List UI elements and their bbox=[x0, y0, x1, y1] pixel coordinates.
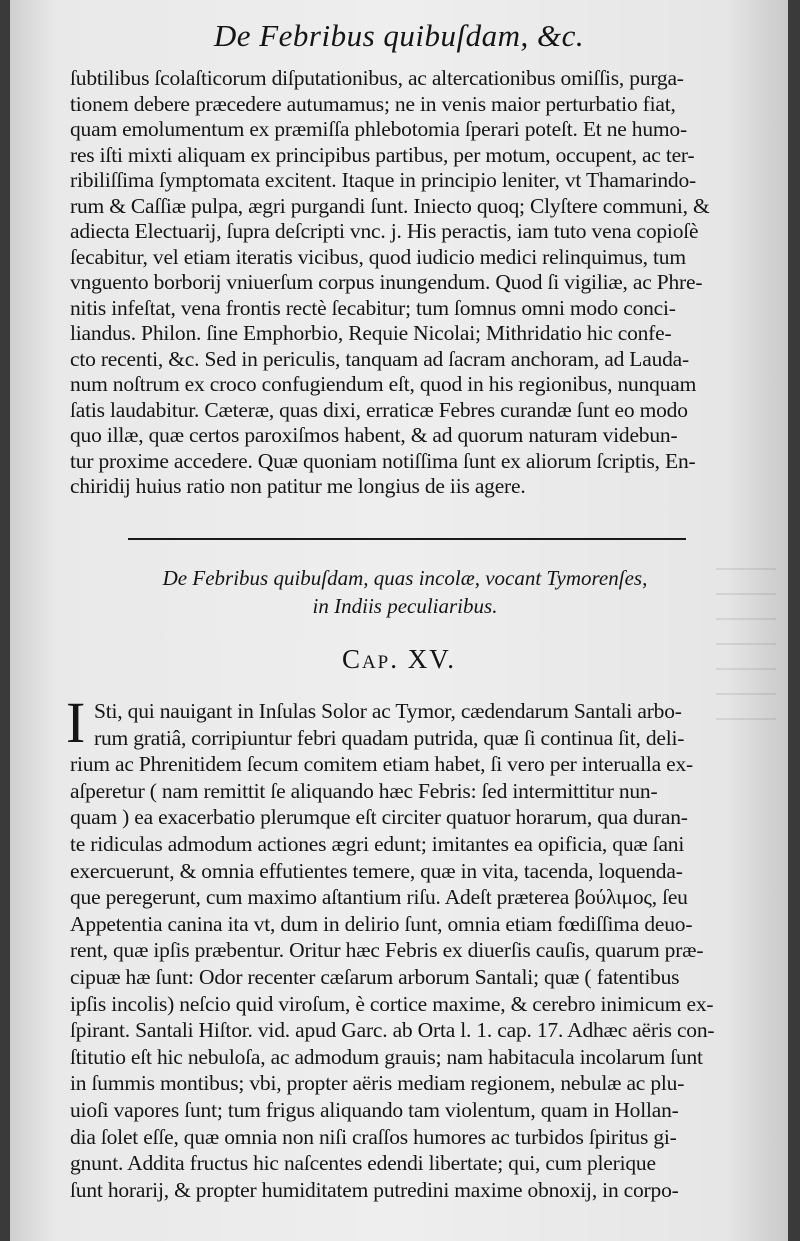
text-line: ſunt horarij, & propter humiditatem putredini maxime obnoxij, in corpo- bbox=[70, 1177, 679, 1202]
continued-text-block bbox=[70, 66, 748, 500]
text-line: rium ac Phrenitidem ſecum comitem etiam habet, ſi vero per interualla ex- bbox=[70, 752, 693, 777]
text-line: adiecta Electuarij, ſupra deſcripti vnc. j. His peractis, iam tuto vena copioſè bbox=[70, 219, 699, 243]
text-line: dia ſolet eſſe, quæ omnia non niſi craſſos humores ac turbidos ſpiritus gi- bbox=[70, 1124, 677, 1149]
text-line: cipuæ hæ ſunt: Odor recenter cæſarum arborum Santali; quæ ( fatentibus bbox=[70, 964, 680, 989]
section-title bbox=[120, 564, 690, 620]
book-page bbox=[10, 0, 788, 1241]
text-line: exercuerunt, & omnia effutientes temere, quæ in vita, tacenda, loquenda- bbox=[70, 858, 683, 883]
text-line: ſatis laudabitur. Cæteræ, quas dixi, erraticæ Febres curandæ ſunt eo modo bbox=[70, 397, 688, 422]
text-line: nitis infeſtat, vena frontis rectè ſecabitur; tum ſomnus omni modo conci- bbox=[70, 295, 676, 320]
text-line: aſperetur ( nam remittit ſe aliquando hæc Febris: ſed intermittitur nun- bbox=[70, 778, 658, 803]
show-through-bleed bbox=[716, 560, 776, 720]
text-line: rum & Caſſiæ pulpa, ægri purgandi ſunt. Iniecto quoq; Clyſtere communi, & bbox=[70, 193, 710, 218]
text-line: num noſtrum ex croco confugiendum eſt, quod in his regionibus, nunquam bbox=[70, 372, 697, 396]
text-line: tur proxime accedere. Quæ quoniam notiſſima ſunt ex aliorum ſcriptis, En- bbox=[70, 448, 696, 473]
section-divider bbox=[128, 538, 686, 540]
section-title-line-2: in Indiis peculiaribus. bbox=[312, 594, 498, 618]
text-line: Appetentia canina ita vt, dum in delirio ſunt, omnia etiam fœdiſſima deuo- bbox=[70, 911, 693, 936]
text-line: te ridiculas admodum actiones ægri edunt; imitantes ea opificia, quæ ſani bbox=[70, 831, 685, 856]
running-header: De Febribus quibuſdam, &c. bbox=[213, 18, 585, 53]
text-line: ſubtilibus ſcolaſticorum diſputationibus, ac altercationibus omiſſis, purga- bbox=[70, 66, 684, 90]
text-line: cto recenti, &c. Sed in periculis, tanquam ad ſacram anchoram, ad Lauda- bbox=[70, 346, 689, 371]
section-title-line-1: De Febribus quibuſdam, quas incolæ, vocant Tymorenſes, bbox=[162, 566, 648, 590]
text-line: quo illæ, quæ certos paroxiſmos habent, & ad quorum naturam videbun- bbox=[70, 423, 678, 447]
text-line: quam ) ea exacerbatio plerumque eſt circiter quatuor horarum, qua duran- bbox=[70, 805, 688, 830]
text-line: liandus. Philon. ſine Emphorbio, Requie Nicolai; Mithridatio hic confe- bbox=[70, 321, 672, 345]
text-line: rum gratiâ, corripiuntur febri quadam putrida, quæ ſi continua ſit, deli- bbox=[94, 725, 685, 750]
text-line: que peregerunt, cum maximo aſtantium riſu. Adeſt præterea βούλιμος, ſeu bbox=[70, 885, 688, 910]
text-line: in ſummis montibus; vbi, propter aëris mediam regionem, nebulæ ac plu- bbox=[70, 1071, 685, 1096]
text-line: ſtitutio eſt hic nebuloſa, ac admodum grauis; nam habitacula incolarum ſunt bbox=[70, 1044, 703, 1069]
text-line: Sti, qui nauigant in Inſulas Solor ac Tymor, cædendarum Santali arbo- bbox=[94, 699, 682, 723]
chapter-label: Cap. XV. bbox=[341, 644, 457, 674]
text-line: ſecabitur, vel etiam iteratis vicibus, quod iudicio medici relinquimus, tum bbox=[70, 244, 686, 269]
text-line: res iſti mixti aliquam ex principibus partibus, per motum, occupent, ac ter- bbox=[70, 142, 695, 167]
drop-cap: I bbox=[66, 690, 86, 755]
text-line: gnunt. Addita fructus hic naſcentes edendi libertate; qui, cum plerique bbox=[70, 1151, 656, 1176]
text-line: chiridij huius ratio non patitur me longius de iis agere. bbox=[70, 474, 526, 498]
text-line: tionem debere præcedere autumamus; ne in venis maior perturbatio fiat, bbox=[70, 91, 676, 116]
text-line: ſpirant. Santali Hiſtor. vid. apud Garc. ab Orta l. 1. cap. 17. Adhæc aëris con- bbox=[70, 1018, 715, 1043]
text-line: rent, quæ ipſis præbentur. Oritur hæc Febris ex diuerſis cauſis, quarum præ- bbox=[70, 938, 704, 963]
text-line: vnguento borborij vniuerſum corpus inungendum. Quod ſi vigiliæ, ac Phre- bbox=[70, 270, 703, 294]
text-line: ipſis incolis) neſcio quid viroſum, è cortice maxime, & cerebro inimicum ex- bbox=[70, 991, 714, 1016]
text-line: ribiliſſima ſymptomata excitent. Itaque in principio leniter, vt Thamarindo- bbox=[70, 168, 696, 192]
text-line: uioſi vapores ſunt; tum frigus aliquando tam violentum, quam in Hollan- bbox=[70, 1097, 679, 1122]
chapter-text-block bbox=[70, 698, 748, 1203]
text-line: quam emolumentum ex præmiſſa phlebotomia ſperari poteſt. Et ne humo- bbox=[70, 117, 687, 141]
